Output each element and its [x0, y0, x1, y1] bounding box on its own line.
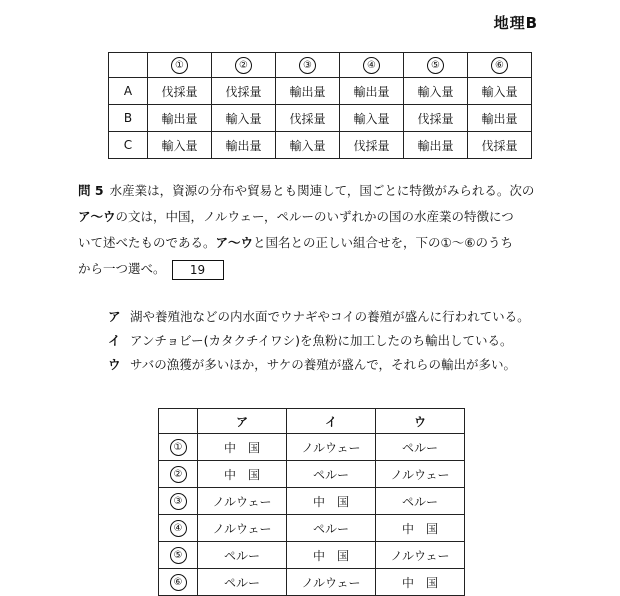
- row-label: ⑤: [159, 542, 198, 569]
- question-line: 問 5 水産業は，資源の分布や貿易とも関連して，国ごとに特徴がみられる。次の: [78, 183, 535, 198]
- table-cell: 輸入量: [148, 132, 212, 159]
- statement-text: サバの漁獲が多いほか，サケの養殖が盛んで，それらの輸出が多い。: [130, 357, 517, 372]
- table-cell: 中 国: [287, 542, 376, 569]
- table-cell: 伐採量: [212, 78, 276, 105]
- row-label: B: [109, 105, 148, 132]
- table-cell: 伐採量: [148, 78, 212, 105]
- table-row: [109, 105, 532, 132]
- table-cell: 輸入量: [212, 105, 276, 132]
- column-header: ③: [276, 53, 340, 78]
- table-cell: ノルウェー: [376, 461, 465, 488]
- table-cell: ノルウェー: [287, 434, 376, 461]
- table-header-row: [109, 53, 532, 78]
- table-row: [159, 488, 465, 515]
- statement-item: [108, 329, 530, 353]
- statement-label: イ: [108, 333, 121, 348]
- table-cell: ペルー: [376, 488, 465, 515]
- table-cell: 伐採量: [404, 105, 468, 132]
- table-cell: 中 国: [198, 434, 287, 461]
- column-header: ウ: [376, 409, 465, 434]
- row-label: ②: [159, 461, 198, 488]
- table-cell: 輸出量: [404, 132, 468, 159]
- table-cell: 伐採量: [340, 132, 404, 159]
- question-line: から一つ選べ。 19: [78, 256, 558, 282]
- column-header: ⑤: [404, 53, 468, 78]
- question-number: 問 5: [78, 183, 104, 198]
- statement-label: ア: [108, 309, 121, 324]
- table-cell: 輸出量: [276, 78, 340, 105]
- table-row: [159, 542, 465, 569]
- table-cell: ノルウェー: [376, 542, 465, 569]
- table-cell: 輸出量: [212, 132, 276, 159]
- answer-number-box: 19: [172, 260, 224, 280]
- column-header: ④: [340, 53, 404, 78]
- table-row: [159, 461, 465, 488]
- table-row: [109, 132, 532, 159]
- row-label: C: [109, 132, 148, 159]
- statement-label: ウ: [108, 357, 121, 372]
- table-cell: ペルー: [198, 569, 287, 596]
- table-cell: ノルウェー: [198, 515, 287, 542]
- question-line: ア～ウの文は，中国，ノルウェー，ペルーのいずれかの国の水産業の特徴につ: [78, 209, 514, 224]
- table-cell: ペルー: [376, 434, 465, 461]
- choice-table-wood: [108, 52, 532, 159]
- row-label: ③: [159, 488, 198, 515]
- table-cell: 輸入量: [276, 132, 340, 159]
- table-cell: 輸出量: [340, 78, 404, 105]
- statement-item: [108, 353, 530, 377]
- table-cell: 輸入量: [468, 78, 532, 105]
- statement-text: アンチョビー(カタクチイワシ)を魚粉に加工したのち輸出している。: [130, 333, 513, 348]
- choice-table-fishery: [158, 408, 465, 596]
- corner-cell: [159, 409, 198, 434]
- row-label: ①: [159, 434, 198, 461]
- column-header: ア: [198, 409, 287, 434]
- row-label: ⑥: [159, 569, 198, 596]
- table-cell: 中 国: [287, 488, 376, 515]
- table-cell: 中 国: [376, 569, 465, 596]
- question-line: いて述べたものである。ア～ウと国名との正しい組合せを，下の①～⑥のうち: [78, 235, 513, 250]
- row-label: A: [109, 78, 148, 105]
- corner-cell: [109, 53, 148, 78]
- table-cell: ペルー: [287, 461, 376, 488]
- column-header: ①: [148, 53, 212, 78]
- statement-list: [108, 305, 530, 377]
- table-cell: 輸出量: [468, 105, 532, 132]
- table-header-row: [159, 409, 465, 434]
- question-text: [78, 178, 558, 282]
- table-cell: ペルー: [287, 515, 376, 542]
- table-cell: ノルウェー: [287, 569, 376, 596]
- table-row: [159, 569, 465, 596]
- table-row: [159, 434, 465, 461]
- column-header: ⑥: [468, 53, 532, 78]
- table-cell: 伐採量: [468, 132, 532, 159]
- statement-item: [108, 305, 530, 329]
- table-cell: 中 国: [376, 515, 465, 542]
- table-cell: 輸出量: [148, 105, 212, 132]
- table-cell: ノルウェー: [198, 488, 287, 515]
- subject-title: 地理B: [493, 14, 538, 32]
- row-label: ④: [159, 515, 198, 542]
- column-header: ②: [212, 53, 276, 78]
- table-row: [109, 78, 532, 105]
- table-row: [159, 515, 465, 542]
- table-cell: 輸入量: [340, 105, 404, 132]
- table-cell: ペルー: [198, 542, 287, 569]
- table-cell: 輸入量: [404, 78, 468, 105]
- table-cell: 伐採量: [276, 105, 340, 132]
- column-header: イ: [287, 409, 376, 434]
- statement-text: 湖や養殖池などの内水面でウナギやコイの養殖が盛んに行われている。: [130, 309, 530, 324]
- table-cell: 中 国: [198, 461, 287, 488]
